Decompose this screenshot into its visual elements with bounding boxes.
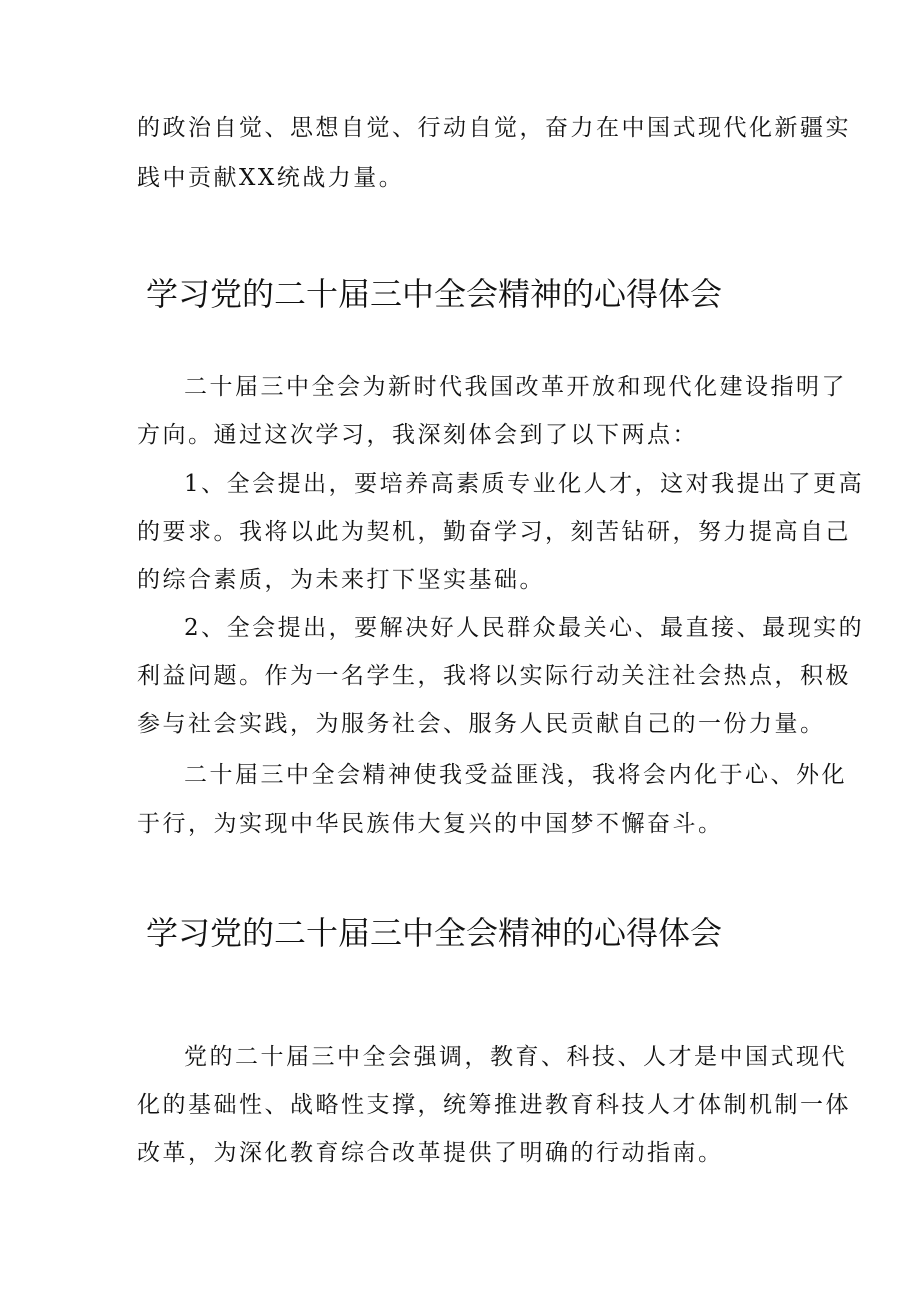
paragraph-line: 党的二十届三中全会强调，教育、科技、人才是中国式现代 xyxy=(184,1044,847,1070)
paragraph-line: 参与社会实践，为服务社会、服务人民贡献自己的一份力量。 xyxy=(137,711,826,737)
paragraph-line: 二十届三中全会为新时代我国改革开放和现代化建设指明了 xyxy=(184,374,847,400)
paragraph-line: 利益问题。作为一名学生，我将以实际行动关注社会热点，积极 xyxy=(137,663,851,689)
paragraph-line: 践中贡献XX统战力量。 xyxy=(137,165,405,191)
paragraph-line: 方向。通过这次学习，我深刻体会到了以下两点： xyxy=(137,422,698,448)
paragraph-line: 改革，为深化教育综合改革提供了明确的行动指南。 xyxy=(137,1140,724,1166)
section-title: 学习党的二十届三中全会精神的心得体会 xyxy=(146,914,723,952)
paragraph-line: 二十届三中全会精神使我受益匪浅，我将会内化于心、外化 xyxy=(184,762,847,788)
paragraph-line: 2、全会提出，要解决好人民群众最关心、最直接、最现实的 xyxy=(184,615,865,641)
paragraph-line: 的综合素质，为未来打下坚实基础。 xyxy=(137,567,545,593)
paragraph-line: 的要求。我将以此为契机，勤奋学习，刻苦钻研，努力提高自己 xyxy=(137,519,851,545)
section-title: 学习党的二十届三中全会精神的心得体会 xyxy=(146,275,723,313)
paragraph-line: 的政治自觉、思想自觉、行动自觉，奋力在中国式现代化新疆实 xyxy=(137,115,851,141)
paragraph-line: 化的基础性、战略性支撑，统筹推进教育科技人才体制机制一体 xyxy=(137,1092,851,1118)
paragraph-line: 1、全会提出，要培养高素质专业化人才，这对我提出了更高 xyxy=(184,471,865,497)
paragraph-line: 于行，为实现中华民族伟大复兴的中国梦不懈奋斗。 xyxy=(137,811,724,837)
